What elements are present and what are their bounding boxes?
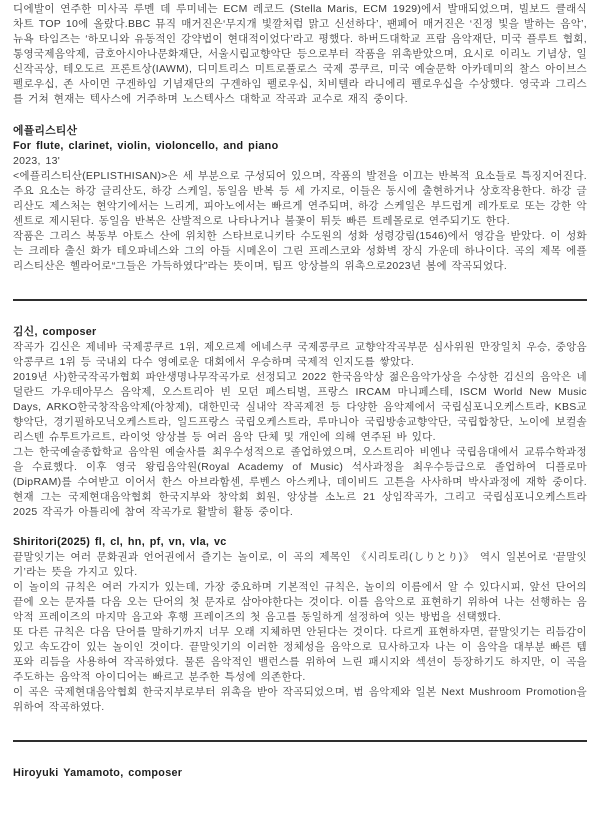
composer-name-heading: 김신, composer — [13, 326, 97, 338]
composer-name-heading: Hiroyuki Yamamoto, composer — [13, 767, 183, 779]
section-shiritori — [13, 535, 587, 715]
work-title: 에플리스티산 — [13, 125, 78, 137]
program-note-paragraph: 이 놀이의 규칙은 여러 가지가 있는데, 가장 중요하며 기본적인 규칙은, 놀이의 이름에서 알 수 있다시피, 앞선 단어의 끝에 오는 문자를 다음 오는 단어의 첫 문자로 삼아야한다는 것이다. 이를 음악으로 표현하기 위하여 나는 선행하는 음악적 프레이즈의 마지막 음고와 후행 프레이즈의 첫 음고를 동일하게 설정하여 잇는 방법을 선택했다. — [13, 581, 587, 623]
section-divider — [13, 299, 587, 301]
program-note-paragraph: 끝말잇기는 여러 문화권과 언어권에서 즐기는 놀이로, 이 곡의 제목인 《시리토리(しりとり)》 역시 일본어로 ‘끝말잇기’라는 뜻을 가지고 있다. — [13, 551, 587, 578]
composer-bio-paragraph: 작곡가 김신은 제네바 국제콩쿠르 1위, 제오르제 에네스쿠 국제콩쿠르 교향악작곡부문 심사위원 만장일치 우승, 중앙음악콩쿠르 1위 등 국내외 다수 영예로운 대회에서 우승하며 국제적 인지도를 쌓았다. — [13, 341, 587, 368]
work-title: Shiritori(2025) fl, cl, hn, pf, vn, vla, vc — [13, 536, 227, 548]
composer-bio-continuation: 디에발이 연주한 미사곡 루멘 데 루미네는 ECM 레코드 (Stella Maris, ECM 1929)에서 발매되었으며, 빌보드 클래식 차트 TOP 10에 올랐다.BBC 뮤직 매거진은‘무지개 빛깔처럼 맑고 신선하다’, 팬페어 매거진은 ‘진정 빛을 발하는 음악’, 뉴욕 타임즈는 ‘하모니와 유동적인 강약법이 현대적이었다’라고 평했다. 하버드대학교 프람 음악재단, 미국 플루트 협회, 통영국제음악제, 금호아시아나문화재단, 서울시립교향악단 등으로부터 작품을 위촉받았으며, 요시로 이리노 기념상, 일신작곡상, 테오도르 프론트상(IAWM), 디미트리스 미트로풀로스 국제 콩쿠르, 미국 예술문학 아카데미의 찰스 아이브스 펠로우십, 존 사이먼 구겐하임 기념재단의 구겐하임 펠로우십, 치비텔라 라니에리 펠로우십을 수상했다. 영국과 그리스를 거쳐 현재는 텍사스에 거주하며 노스텍사스 대학교 작곡과 교수로 재직 중이다. — [13, 3, 587, 105]
program-note-paragraph: 이 곡은 국제현대음악협회 한국지부로부터 위촉을 받아 작곡되었으며, 범 음악제와 일본 Next Mushroom Promotion을 위하여 작곡하였다. — [13, 686, 587, 713]
composer-bio-paragraph: 그는 한국예술종합학교 음악원 예술사를 최우수성적으로 졸업하였으며, 오스트리아 비엔나 국립음대에서 교류수학과정을 수료했다. 이후 영국 왕립음악원(Royal Academy of Music) 석사과정을 최우수등급으로 졸업하여 디플로마(DipRAM)를 수여받고 이어서 한스 아브라함센, 루벤스 아스케나, 데이비드 고튼을 사사하며 박사과정에 재학 중이다. 현재 그는 국제현대음악협회 한국지부와 창악회 회원, 앙상블 소노르 21 상임작곡가, 그리고 국립심포니오케스트라 2025 작곡가 아틀리에 참여 작곡가로 활발히 활동 중이다. — [13, 446, 587, 518]
work-year-duration: 2023, 13' — [13, 155, 61, 167]
program-note-paragraph: 또 다른 규칙은 다음 단어를 말하기까지 너무 오래 지체하면 안된다는 것이다. 다르게 표현하자면, 끝말잇기는 리듬감이 있고 속도감이 있는 놀이인 것이다. 끝말잇기의 이러한 정체성을 음악으로 묘사하고자 나는 이 음악을 대부분 빠른 템포와 리듬을 사용하여 작곡하였다. 물론 음악적인 밸런스를 위하여 느린 패시지와 섹션이 등장하기도 하지만, 이 곡을 주도하는 음악적 아이디어는 빠르고 분주한 특성에 의존한다. — [13, 626, 587, 683]
composer-bio-paragraph: 2019년 사)한국작곡가협회 파안생명나무작곡가로 선정되고 2022 한국음악상 젊은음악가상을 수상한 김신의 음악은 네덜란드 가우데아무스 음악제, 오스트리아 빈 모던 페스티벌, 프랑스 IRCAM 마니페스테, ISCM World New Music Days, ARKO한국창작음악제(아창제), 대한민국 실내악 작곡제전 등 다양한 음악제에서 국립심포니오케스트라, KBS교향악단, 경기필하모닉오케스트라, 일드프랑스 국립오케스트라, 루마니아 국립방송교향악단, 국립합창단, 노이에 보컬솔리스텐 슈투트가르트, 라이엇 앙상블 등 여러 음악 단체 및 개인에 의해 연주된 바 있다. — [13, 371, 587, 443]
program-note-paragraph: 작품은 그리스 북동부 아토스 산에 위치한 스타브로니키타 수도원의 성화 성령강림(1546)에서 영감을 받았다. 이 성화는 크레타 출신 화가 테오파네스와 그의 아들 시메온이 그린 프레스코와 성화벽 장식 가운데 하나이다. 곡의 제목 에플리스티산은 헬라어로“그들은 가득하였다”라는 뜻이며, 팀프 앙상블의 위촉으로2023년 봄에 작곡되었다. — [13, 230, 587, 272]
section-divider — [13, 740, 587, 742]
section-eplisthisan — [13, 124, 587, 274]
section-composer-kim-shin — [13, 325, 587, 520]
program-note-paragraph: <에플리스티산(EPLISTHISAN)>은 세 부분으로 구성되어 있으며, 작품의 발전을 이끄는 반복적 요소들로 특징지어진다. 주요 요소는 하강 글리산도, 하강 스케일, 동일음 반복 등 세 가지로, 이들은 동시에 출현하거나 상호작용한다. 하강 글리산도 제스처는 현악기에서는 느리게, 피아노에서는 빠르게 연주되며, 하강 스케일은 부드럽게 레가토로 또는 강한 악센트로 제시된다. 동일음 반복은 산발적으로 나타나거나 불꽃이 튀듯 빠른 트레몰로로 연주되기도 한다. — [13, 170, 587, 227]
work-instrumentation: For flute, clarinet, violin, violoncello, and piano — [13, 140, 279, 152]
